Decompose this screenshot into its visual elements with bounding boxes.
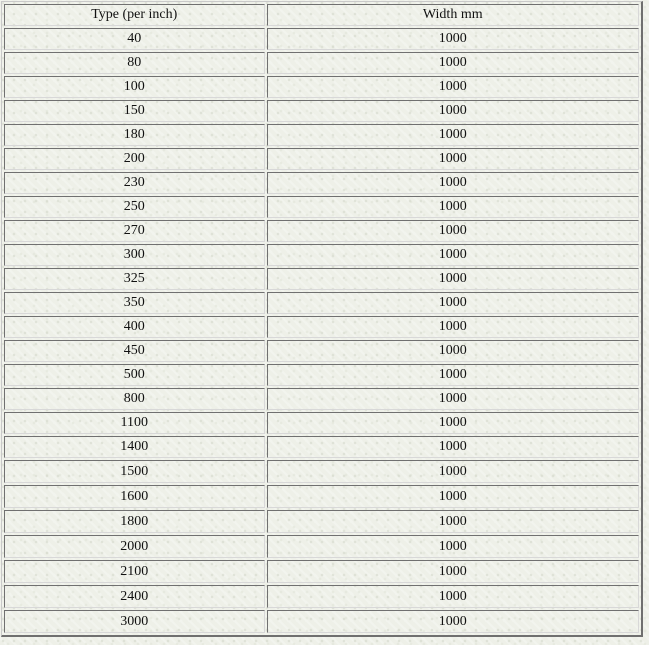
table-row [4,340,639,362]
table-row [4,388,639,410]
cell-type-per-inch: 400 [4,316,265,338]
cell-width-mm: 1000 [267,485,639,508]
table-row [4,172,639,194]
table-row [4,364,639,386]
cell-width-mm: 1000 [267,148,639,170]
cell-type-per-inch: 250 [4,196,265,218]
cell-width-mm: 1000 [267,196,639,218]
table-row [4,268,639,290]
table-row [4,28,639,50]
cell-width-mm: 1000 [267,388,639,410]
cell-type-per-inch: 1400 [4,436,265,458]
table-row [4,510,639,533]
table-row [4,244,639,266]
cell-type-per-inch: 1600 [4,485,265,508]
cell-type-per-inch: 300 [4,244,265,266]
table-row [4,412,639,434]
cell-type-per-inch: 2400 [4,585,265,608]
cell-type-per-inch: 40 [4,28,265,50]
cell-type-per-inch: 1500 [4,460,265,483]
mesh-type-width-table [1,1,643,637]
cell-width-mm: 1000 [267,292,639,314]
table-row [4,316,639,338]
table-row [4,52,639,74]
table-row [4,196,639,218]
cell-width-mm: 1000 [267,100,639,122]
cell-width-mm: 1000 [267,364,639,386]
cell-width-mm: 1000 [267,172,639,194]
cell-width-mm: 1000 [267,28,639,50]
cell-type-per-inch: 270 [4,220,265,242]
cell-type-per-inch: 3000 [4,610,265,633]
cell-type-per-inch: 230 [4,172,265,194]
cell-width-mm: 1000 [267,535,639,558]
cell-width-mm: 1000 [267,460,639,483]
cell-width-mm: 1000 [267,124,639,146]
cell-width-mm: 1000 [267,585,639,608]
table-row [4,585,639,608]
table-row [4,76,639,98]
cell-type-per-inch: 150 [4,100,265,122]
cell-width-mm: 1000 [267,52,639,74]
cell-type-per-inch: 2000 [4,535,265,558]
header-type-per-inch: Type (per inch) [4,4,265,26]
table-row [4,560,639,583]
table-row [4,436,639,458]
cell-width-mm: 1000 [267,76,639,98]
cell-width-mm: 1000 [267,610,639,633]
cell-width-mm: 1000 [267,220,639,242]
cell-width-mm: 1000 [267,268,639,290]
table-body [4,28,639,633]
cell-width-mm: 1000 [267,244,639,266]
table-row [4,485,639,508]
table-row [4,220,639,242]
table-row [4,610,639,633]
table-row [4,124,639,146]
cell-type-per-inch: 1800 [4,510,265,533]
cell-type-per-inch: 2100 [4,560,265,583]
cell-width-mm: 1000 [267,412,639,434]
table-row [4,100,639,122]
cell-type-per-inch: 80 [4,52,265,74]
cell-type-per-inch: 1100 [4,412,265,434]
cell-type-per-inch: 450 [4,340,265,362]
cell-width-mm: 1000 [267,340,639,362]
cell-type-per-inch: 500 [4,364,265,386]
cell-type-per-inch: 100 [4,76,265,98]
table-row [4,535,639,558]
cell-type-per-inch: 325 [4,268,265,290]
cell-width-mm: 1000 [267,560,639,583]
table-row [4,292,639,314]
table-header-row [4,4,639,26]
table-row [4,460,639,483]
cell-width-mm: 1000 [267,316,639,338]
header-width-mm: Width mm [267,4,639,26]
cell-type-per-inch: 800 [4,388,265,410]
cell-width-mm: 1000 [267,510,639,533]
cell-type-per-inch: 180 [4,124,265,146]
table-row [4,148,639,170]
cell-type-per-inch: 350 [4,292,265,314]
cell-type-per-inch: 200 [4,148,265,170]
cell-width-mm: 1000 [267,436,639,458]
